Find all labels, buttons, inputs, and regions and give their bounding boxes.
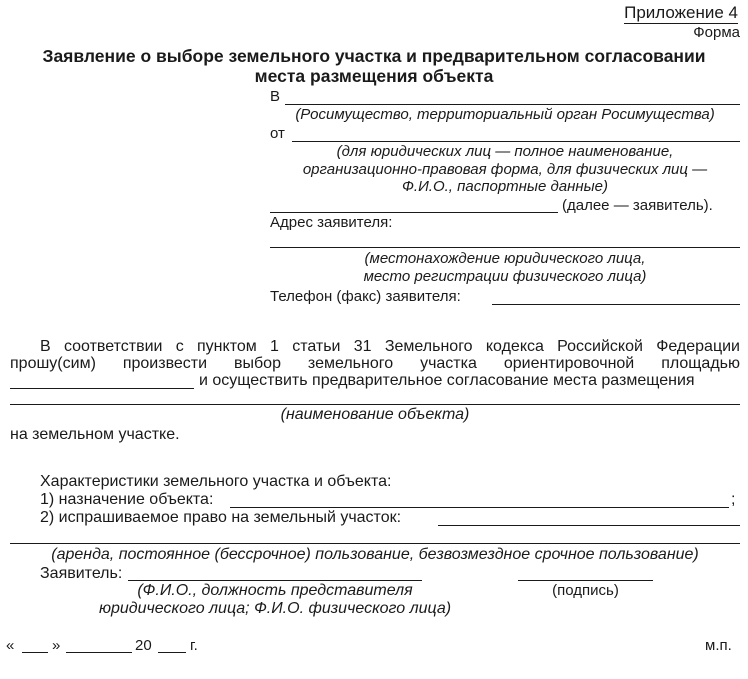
document-title-line2: места размещения объекта	[254, 66, 494, 86]
object-purpose-field[interactable]	[230, 507, 729, 508]
date-quote-open: «	[6, 637, 15, 654]
land-right-field[interactable]	[438, 525, 740, 526]
form-label: Форма	[693, 24, 740, 41]
signature-field[interactable]	[518, 580, 653, 581]
from-prefix: от	[270, 125, 285, 142]
land-right-hint: (аренда, постоянное (бессрочное) пользование, безвозмездное срочное пользование)	[51, 546, 699, 563]
from-field[interactable]	[292, 141, 740, 142]
phone-field[interactable]	[492, 304, 740, 305]
hereinafter-text: (далее — заявитель).	[562, 197, 713, 214]
from-hint-line2: организационно-правовая форма, для физических лиц —	[302, 161, 708, 178]
stamp-placeholder: м.п.	[705, 637, 732, 654]
from-hint-line1: (для юридических лиц — полное наименование,	[336, 143, 674, 160]
object-hint: (наименование объекта)	[280, 406, 470, 423]
body-line3: и осуществить предварительное согласование места размещения	[199, 372, 695, 389]
object-name-field[interactable]	[10, 404, 740, 405]
applicant-name-field[interactable]	[128, 580, 422, 581]
item2-label: 2) испрашиваемое право на земельный участок:	[40, 509, 402, 526]
address-hint-line2: место регистрации физического лица)	[363, 268, 647, 285]
applicant-label: Заявитель:	[40, 565, 123, 582]
date-year-prefix: 20	[135, 637, 152, 654]
date-quote-close: »	[52, 637, 61, 654]
item1-label: 1) назначение объекта:	[40, 491, 214, 508]
date-day-field[interactable]	[22, 652, 48, 653]
land-right-continuation-field[interactable]	[10, 543, 740, 544]
date-month-field[interactable]	[66, 652, 132, 653]
date-year-suffix: г.	[190, 637, 198, 654]
address-hint-line1: (местонахождение юридического лица,	[364, 250, 646, 267]
signature-hint: (подпись)	[552, 582, 619, 599]
item1-end: ;	[731, 491, 736, 508]
phone-label: Телефон (факс) заявителя:	[270, 288, 461, 305]
appendix-label: Приложение 4	[624, 3, 738, 22]
to-hint: (Росимущество, территориальный орган Росимущества)	[295, 106, 715, 123]
address-label: Адрес заявителя:	[270, 214, 393, 231]
from-hint-line3: Ф.И.О., паспортные данные)	[401, 178, 608, 195]
address-field[interactable]	[270, 247, 740, 248]
name-hint-line1: (Ф.И.О., должность представителя	[137, 582, 413, 599]
to-field[interactable]	[285, 104, 740, 105]
document-title-line1: Заявление о выборе земельного участка и предварительном согласовании	[42, 46, 706, 66]
date-year-field[interactable]	[158, 652, 186, 653]
body-line1: В соответствии с пунктом 1 статьи 31 Земельного кодекса Российской Федерации	[40, 338, 740, 355]
name-hint-line2: юридического лица; Ф.И.О. физического лица)	[98, 600, 452, 617]
area-field[interactable]	[10, 388, 194, 389]
from-continuation-field[interactable]	[270, 212, 558, 213]
body-end: на земельном участке.	[10, 426, 180, 443]
body-line2: прошу(сим) произвести выбор земельного участка ориентировочной площадью	[10, 355, 740, 372]
to-prefix: В	[270, 88, 281, 105]
characteristics-heading: Характеристики земельного участка и объекта:	[40, 473, 392, 490]
